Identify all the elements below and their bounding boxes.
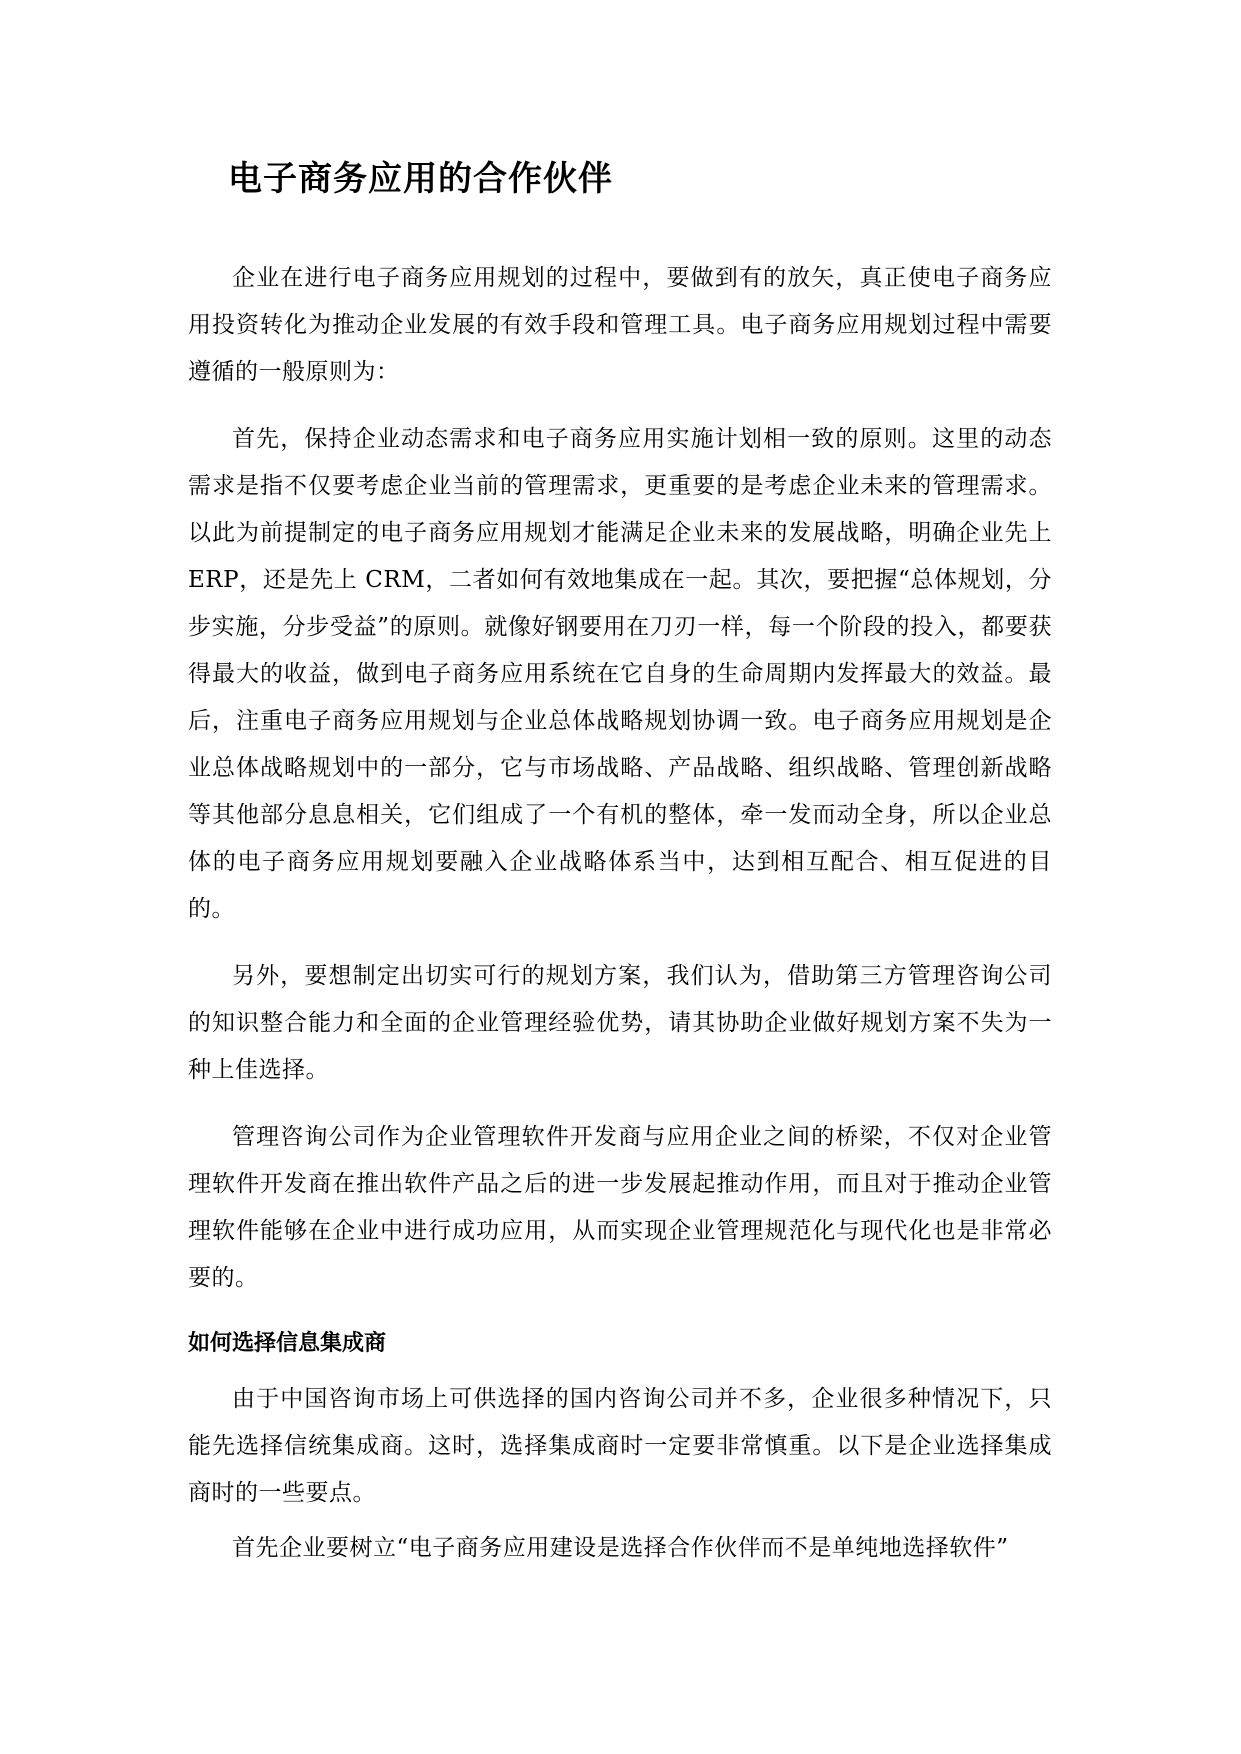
paragraph-bridge: 管理咨询公司作为企业管理软件开发商与应用企业之间的桥梁，不仅对企业管理软件开发商在推出软件产品之后的进一步发展起推动作用，而且对于推动企业管理软件能够在企业中进行成功应用，从而实现企业管理规范化与现代化也是非常必要的。 bbox=[188, 1124, 1052, 1291]
paragraph-partner: 首先企业要树立“电子商务应用建设是选择合作伙伴而不是单纯地选择软件” bbox=[232, 1535, 1009, 1561]
paragraph-intro: 企业在进行电子商务应用规划的过程中，要做到有的放矢，真正使电子商务应用投资转化为推动企业发展的有效手段和管理工具。电子商务应用规划过程中需要遵循的一般原则为： bbox=[188, 265, 1052, 385]
section-heading: 如何选择信息集成商 bbox=[188, 1331, 387, 1356]
document-body bbox=[188, 155, 1052, 1580]
document-title: 电子商务应用的合作伙伴 bbox=[228, 159, 613, 199]
paragraph-principles: 首先，保持企业动态需求和电子商务应用实施计划相一致的原则。这里的动态需求是指不仅要考虑企业当前的管理需求，更重要的是考虑企业未来的管理需求。以此为前提制定的电子商务应用规划才能满足企业未来的发展战略，明确企业先上 ERP，还是先上 CRM，二者如何有效地集成在一起。其次，要把握“总体规划，分步实施，分步受益”的原则。就像好钢要用在刀刃一样，每一个阶段的投入，都要获得最大的收益，做到电子商务应用系统在它自身的生命周期内发挥最大的效益。最后，注重电子商务应用规划与企业总体战略规划协调一致。电子商务应用规划是企业总体战略规划中的一部分，它与市场战略、产品战略、组织战略、管理创新战略等其他部分息息相关，它们组成了一个有机的整体，牵一发而动全身，所以企业总体的电子商务应用规划要融入企业战略体系当中，达到相互配合、相互促进的目的。 bbox=[188, 426, 1052, 922]
paragraph-integrator: 由于中国咨询市场上可供选择的国内咨询公司并不多，企业很多种情况下，只能先选择信统集成商。这时，选择集成商时一定要非常慎重。以下是企业选择集成商时的一些要点。 bbox=[188, 1386, 1052, 1506]
paragraph-consulting: 另外，要想制定出切实可行的规划方案，我们认为，借助第三方管理咨询公司的知识整合能力和全面的企业管理经验优势，请其协助企业做好规划方案不失为一种上佳选择。 bbox=[188, 963, 1052, 1083]
